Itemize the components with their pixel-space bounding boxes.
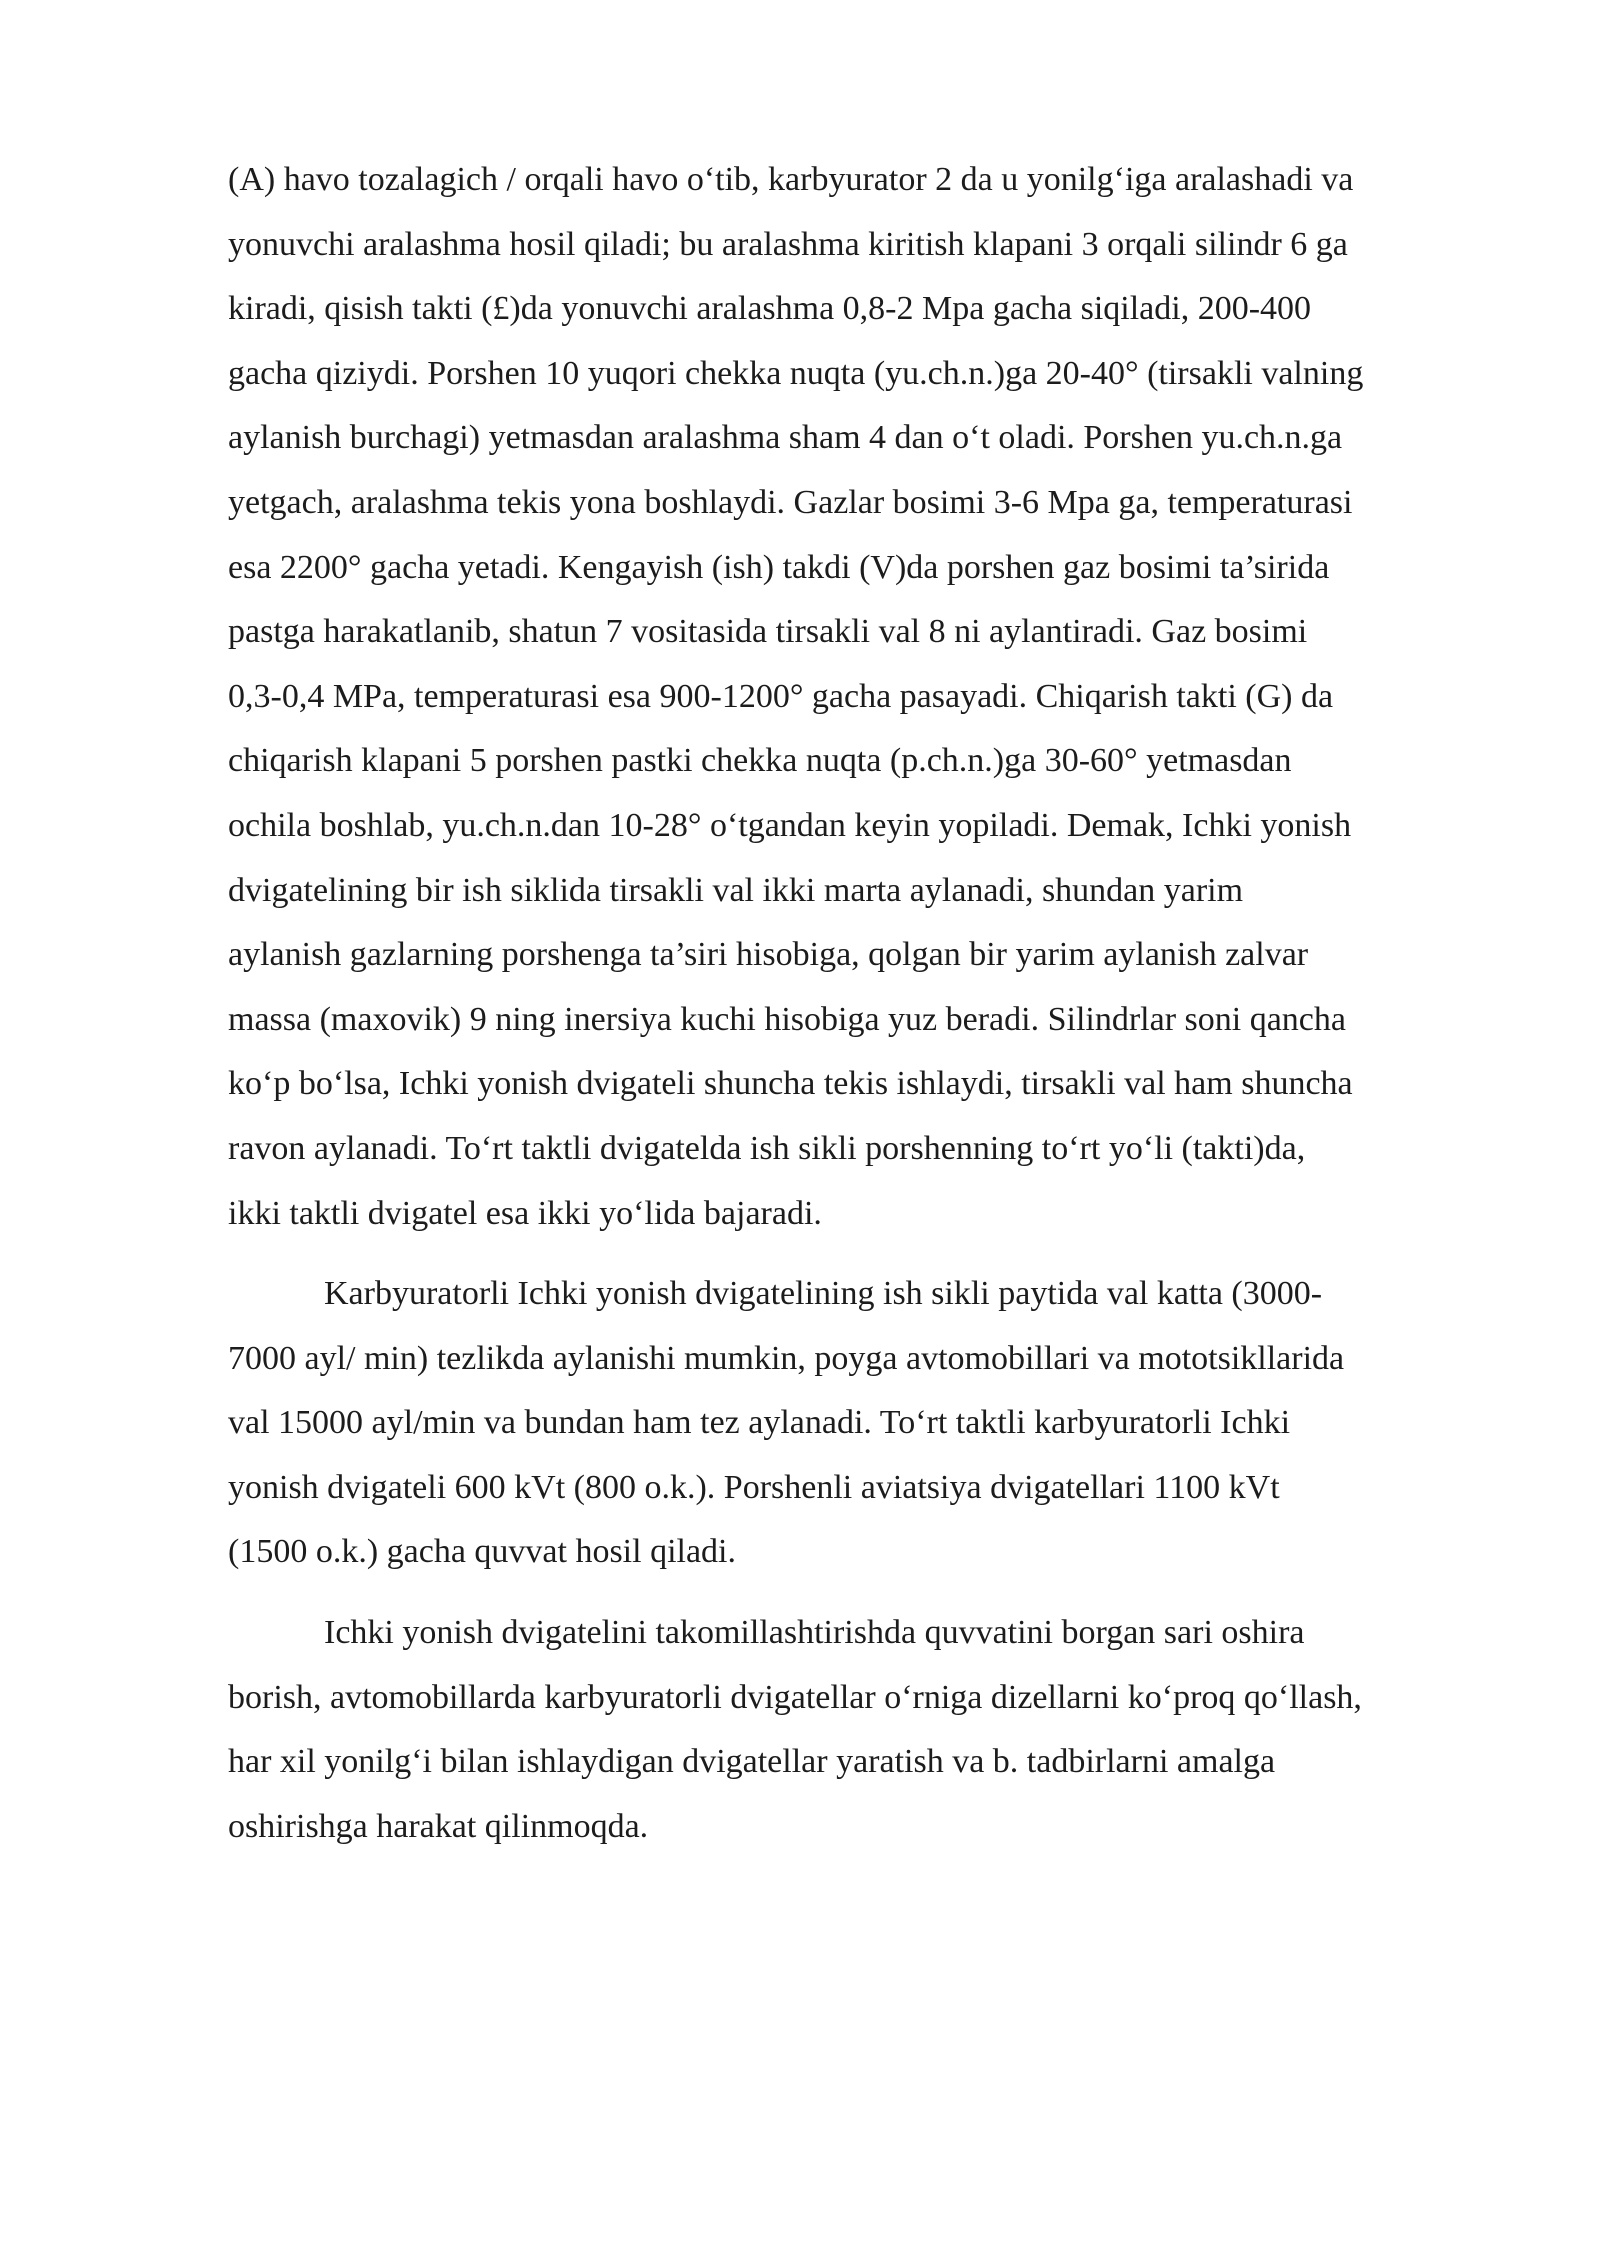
text-line: ikki taktli dvigatel esa ikki yo‘lida bajaradi.: [228, 1194, 822, 1232]
text-line: (A) havo tozalagich / orqali havo o‘tib, karbyurator 2 da u yonilg‘iga aralashadi va: [228, 161, 1354, 198]
text-line: (1500 o.k.) gacha quvvat hosil qiladi.: [228, 1533, 737, 1571]
text-line: aylanish gazlarning porshenga ta’siri hisobiga, qolgan bir yarim aylanish zalvar: [228, 936, 1309, 974]
text-line: aylanish burchagi) yetmasdan aralashma sham 4 dan o‘t oladi. Porshen yu.ch.n.ga: [228, 419, 1343, 457]
text-line: har xil yonilg‘i bilan ishlaydigan dvigatellar yaratish va b. tadbirlarni amalga: [228, 1743, 1276, 1781]
text-line: borish, avtomobillarda karbyuratorli dvigatellar o‘rniga dizellarni ko‘proq qo‘llash,: [228, 1678, 1362, 1716]
text-line: yetgach, aralashma tekis yona boshlaydi. Gazlar bosimi 3-6 Mpa ga, temperaturasi: [228, 483, 1353, 521]
text-line: yonish dvigateli 600 kVt (800 o.k.). Porshenli aviatsiya dvigatellari 1100 kVt: [228, 1468, 1280, 1506]
document-body: [228, 148, 1490, 1859]
text-line: massa (maxovik) 9 ning inersiya kuchi hisobiga yuz beradi. Silindrlar soni qancha: [228, 1000, 1346, 1038]
text-line: Ichki yonish dvigatelini takomillashtirishda quvvatini borgan sari oshira: [324, 1614, 1305, 1652]
text-line: oshirishga harakat qilinmoqda.: [228, 1807, 649, 1845]
text-line: val 15000 ayl/min va bundan ham tez aylanadi. To‘rt taktli karbyuratorli Ichki: [228, 1404, 1291, 1442]
text-line: ravon aylanadi. To‘rt taktli dvigatelda ish sikli porshenning to‘rt yo‘li (takti)da,: [228, 1129, 1306, 1167]
text-line: 0,3-0,4 MPa, temperaturasi esa 900-1200° gacha pasayadi. Chiqarish takti (G) da: [228, 677, 1334, 715]
text-line: ko‘p bo‘lsa, Ichki yonish dvigateli shuncha tekis ishlaydi, tirsakli val ham shuncha: [228, 1065, 1353, 1103]
text-line: esa 2200° gacha yetadi. Kengayish (ish) takdi (V)da porshen gaz bosimi ta’sirida: [228, 548, 1330, 586]
paragraph-3: [228, 1601, 1490, 1859]
text-line: gacha qiziydi. Porshen 10 yuqori chekka nuqta (yu.ch.n.)ga 20-40° (tirsakli valning: [228, 354, 1364, 392]
text-line: dvigatelining bir ish siklida tirsakli val ikki marta aylanadi, shundan yarim: [228, 871, 1244, 909]
paragraph-2: [228, 1262, 1490, 1585]
text-line: ochila boshlab, yu.ch.n.dan 10-28° o‘tgandan keyin yopiladi. Demak, Ichki yonish: [228, 806, 1352, 844]
text-line: 7000 ayl/ min) tezlikda aylanishi mumkin, poyga avtomobillari va mototsikllarida: [228, 1339, 1345, 1377]
text-line: chiqarish klapani 5 porshen pastki chekka nuqta (p.ch.n.)ga 30-60° yetmasdan: [228, 742, 1292, 780]
paragraph-1: [228, 148, 1490, 1246]
text-line: Karbyuratorli Ichki yonish dvigatelining ish sikli paytida val katta (3000-: [324, 1275, 1323, 1313]
text-line: yonuvchi aralashma hosil qiladi; bu aralashma kiritish klapani 3 orqali silindr 6 ga: [228, 225, 1348, 263]
text-line: pastga harakatlanib, shatun 7 vositasida tirsakli val 8 ni aylantiradi. Gaz bosimi: [228, 613, 1308, 651]
text-line: kiradi, qisish takti (£)da yonuvchi aralashma 0,8-2 Mpa gacha siqiladi, 200-400: [228, 290, 1312, 328]
